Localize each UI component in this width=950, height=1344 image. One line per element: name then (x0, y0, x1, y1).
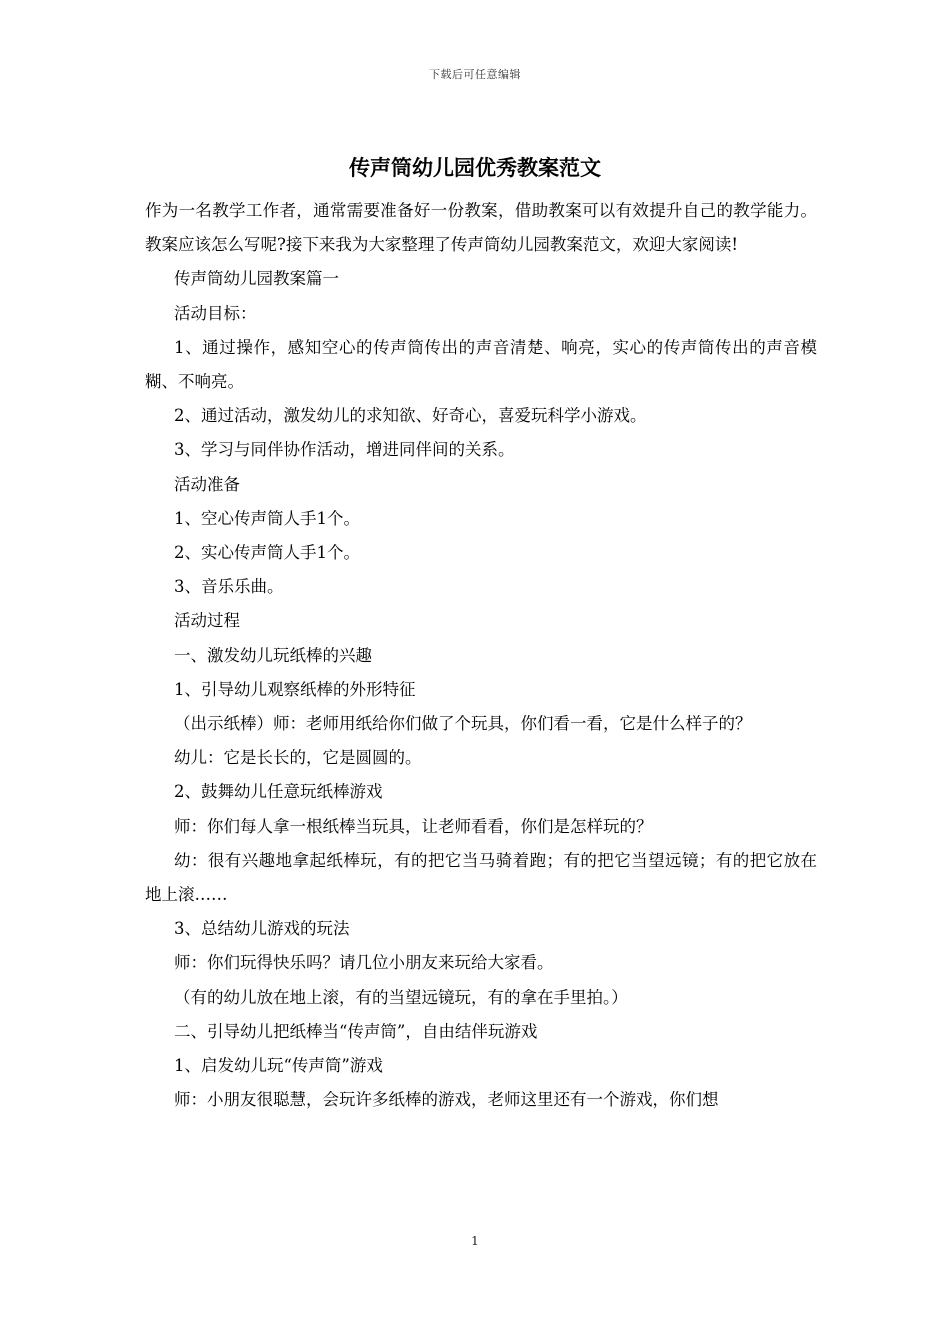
paragraph-step-two: 二、引导幼儿把纸棒当“传声筒”，自由结伴玩游戏 (174, 1021, 538, 1041)
paragraph-step-two-1: 1、启发幼儿玩“传声筒”游戏 (174, 1056, 383, 1076)
paragraph-section-title: 传声筒幼儿园教案篇一 (174, 269, 339, 289)
paragraph-step-one-2: 2、鼓舞幼儿任意玩纸棒游戏 (174, 782, 383, 802)
paragraph-teacher-asks: 师：你们每人拿一根纸棒当玩具，让老师看看，你们是怎样玩的？ (174, 816, 653, 836)
paragraph-goals-heading: 活动目标： (174, 303, 257, 323)
paragraph-teacher-shows: （出示纸棒）师：老师用纸给你们做了个玩具，你们看一看，它是什么样子的？ (174, 714, 752, 734)
paragraph-child-answer: 幼儿：它是长长的，它是圆圆的。 (174, 748, 422, 768)
paragraph-prep-3: 3、音乐乐曲。 (174, 577, 284, 597)
paragraph-children-play: 幼：很有兴趣地拿起纸棒玩，有的把它当马骑着跑；有的把它当望远镜；有的把它放在地上滚…… (145, 850, 817, 905)
paragraph-prep-2: 2、实心传声筒人手1个。 (174, 543, 360, 563)
paragraph-teacher-game: 师：小朋友很聪慧，会玩许多纸棒的游戏，老师这里还有一个游戏，你们想 (174, 1090, 719, 1110)
paragraph-step-one: 一、激发幼儿玩纸棒的兴趣 (174, 645, 372, 665)
intro-paragraph: 作为一名教学工作者，通常需要准备好一份教案，借助教案可以有效提升自己的教学能力。教案应该怎么写呢?接下来我为大家整理了传声筒幼儿园教案范文，欢迎大家阅读! (145, 201, 817, 255)
paragraph-teacher-invites: 师：你们玩得快乐吗？请几位小朋友来玩给大家看。 (174, 953, 554, 973)
document-title: 传声筒幼儿园优秀教案范文 (349, 155, 601, 180)
page-header-note: 下载后可任意编辑 (429, 68, 521, 81)
paragraph-goal-3: 3、学习与同伴协作活动，增进同伴间的关系。 (174, 440, 515, 460)
page-number: 1 (471, 1234, 479, 1248)
paragraph-process-heading: 活动过程 (174, 611, 240, 631)
paragraph-prep-1: 1、空心传声筒人手1个。 (174, 508, 360, 528)
paragraph-goal-2: 2、通过活动，激发幼儿的求知欲、好奇心，喜爱玩科学小游戏。 (174, 406, 647, 426)
paragraph-goal-1: 1、通过操作，感知空心的传声筒传出的声音清楚、响亮，实心的传声筒传出的声音模糊、不响亮。 (145, 337, 817, 392)
paragraph-children-demo: （有的幼儿放在地上滚，有的当望远镜玩，有的拿在手里拍。） (174, 987, 628, 1007)
paragraph-step-one-1: 1、引导幼儿观察纸棒的外形特征 (174, 679, 416, 699)
paragraph-step-one-3: 3、总结幼儿游戏的玩法 (174, 919, 350, 939)
document-body (145, 194, 817, 1117)
paragraph-prep-heading: 活动准备 (174, 474, 240, 494)
